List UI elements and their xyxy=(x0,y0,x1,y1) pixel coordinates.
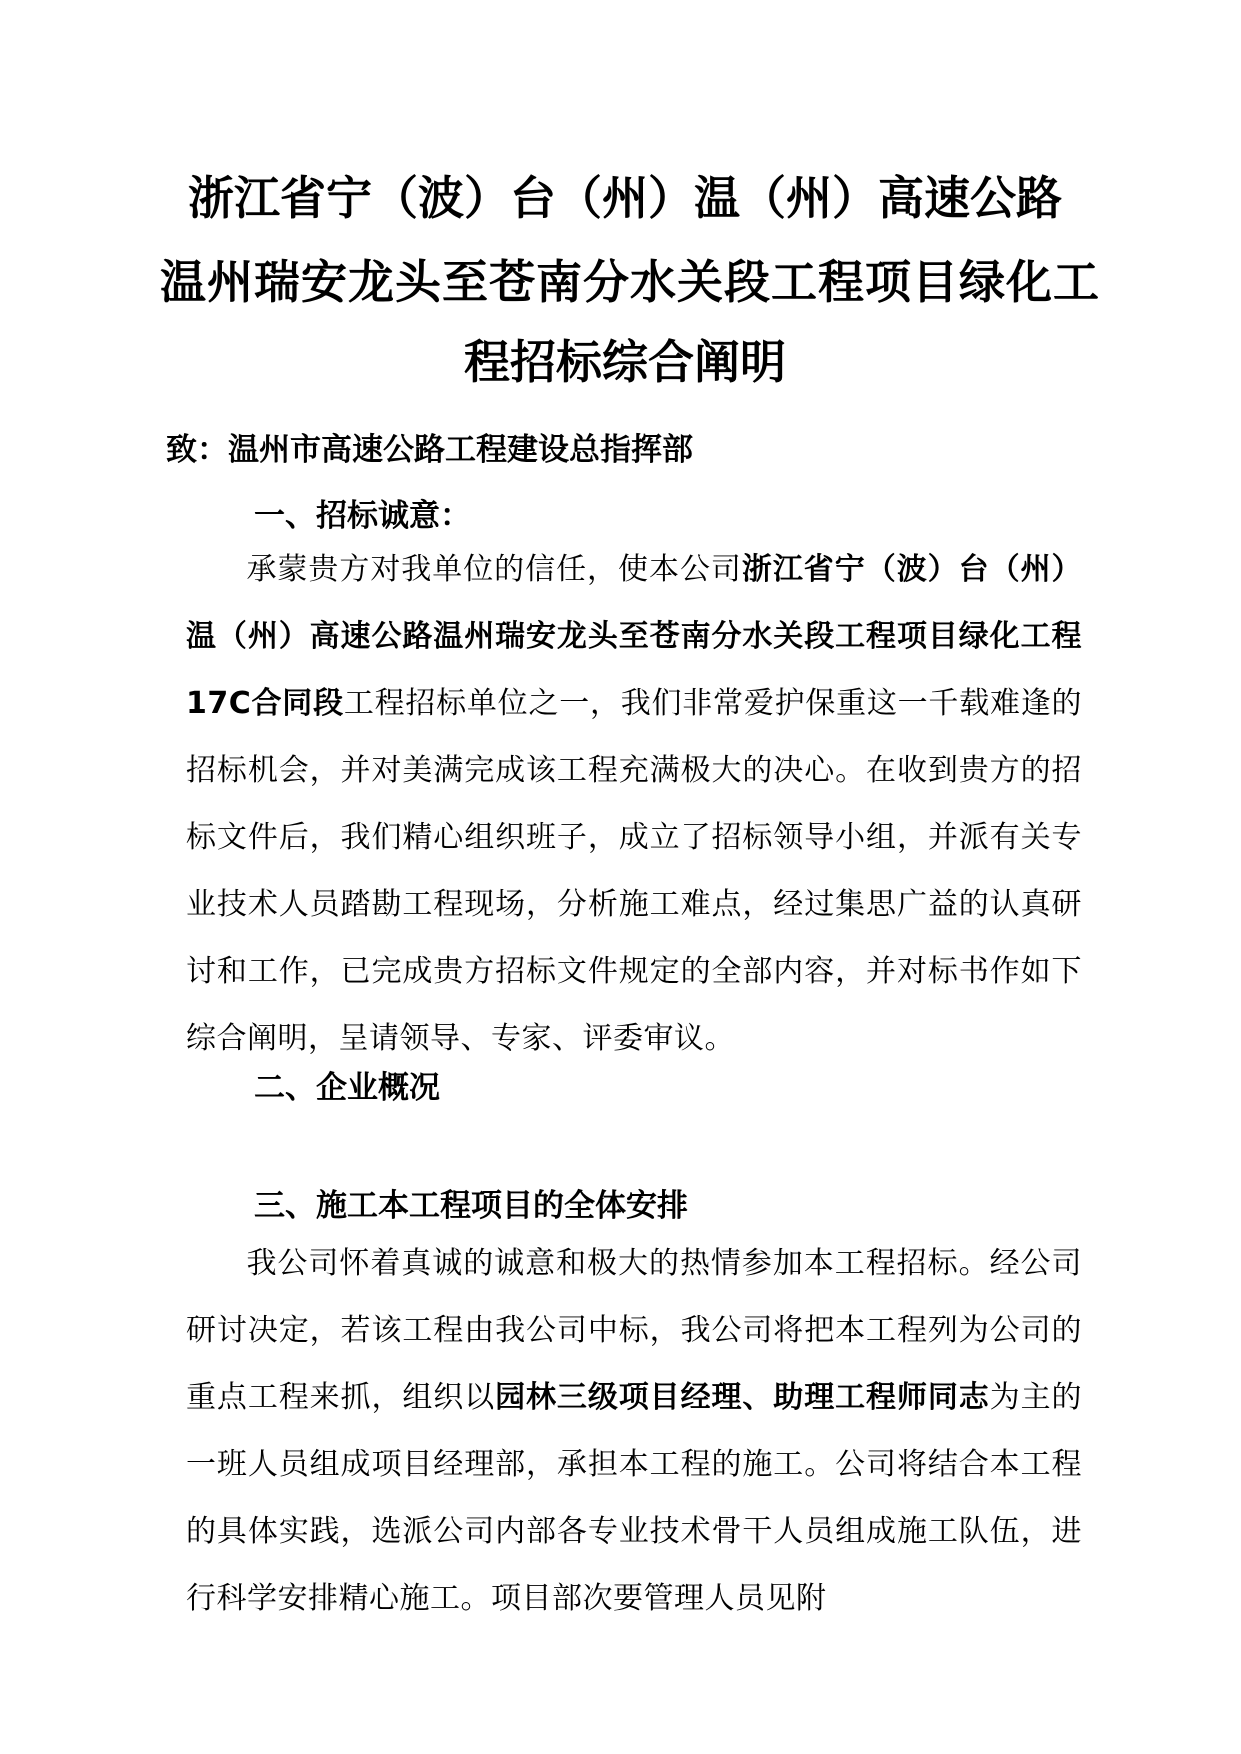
section-2-heading: 二、企业概况 xyxy=(254,1070,440,1106)
section-1-text-project-name: 浙江省宁（波）台（州）温（州）高速公路温州瑞安龙头至苍南分水关段工程项目绿化工程17C合同段 xyxy=(186,552,1083,721)
section-3-text-lead: 我公司怀着真诚的诚意和极大的热情参加本工程招标。经公司研讨决定，若该工程由我公司中标，我公司将把本工程列为公司的重点工程来抓，组织以 xyxy=(186,1246,1082,1415)
document-title-line-3: 程招标综合阐明 xyxy=(464,335,786,389)
section-3-text-staff: 园林三级项目经理、助理工程师同志 xyxy=(495,1380,990,1415)
section-1-heading: 一、招标诚意： xyxy=(254,498,471,534)
section-3-text-rest: 为主的一班人员组成项目经理部，承担本工程的施工。公司将结合本工程的具体实践，选派公司内部各专业技术骨干人员组成施工队伍，进行科学安排精心施工。项目部次要管理人员见附 xyxy=(186,1380,1083,1616)
addressee-line: 致：温州市高速公路工程建设总指挥部 xyxy=(166,432,693,468)
document-title-line-1: 浙江省宁（波）台（州）温（州）高速公路 xyxy=(188,171,1062,225)
section-1-text-lead: 承蒙贵方对我单位的信任，使本公司 xyxy=(246,552,742,587)
section-3-paragraph xyxy=(186,1230,1082,1632)
section-3-heading: 三、施工本工程项目的全体安排 xyxy=(254,1188,688,1224)
section-1-text-rest: 工程招标单位之一，我们非常爱护保重这一千载难逢的招标机会，并对美满完成该工程充满极大的决心。在收到贵方的招标文件后，我们精心组织班子，成立了招标领导小组，并派有关专业技术人员踏勘工程现场，分析施工难点，经过集思广益的认真研讨和工作，已完成贵方招标文件规定的全部内容，并对标书作如下综合阐明，呈请领导、专家、评委审议。 xyxy=(186,686,1083,1056)
section-1-paragraph xyxy=(186,536,1082,1072)
document-title-line-2: 温州瑞安龙头至苍南分水关段工程项目绿化工 xyxy=(160,255,1100,309)
